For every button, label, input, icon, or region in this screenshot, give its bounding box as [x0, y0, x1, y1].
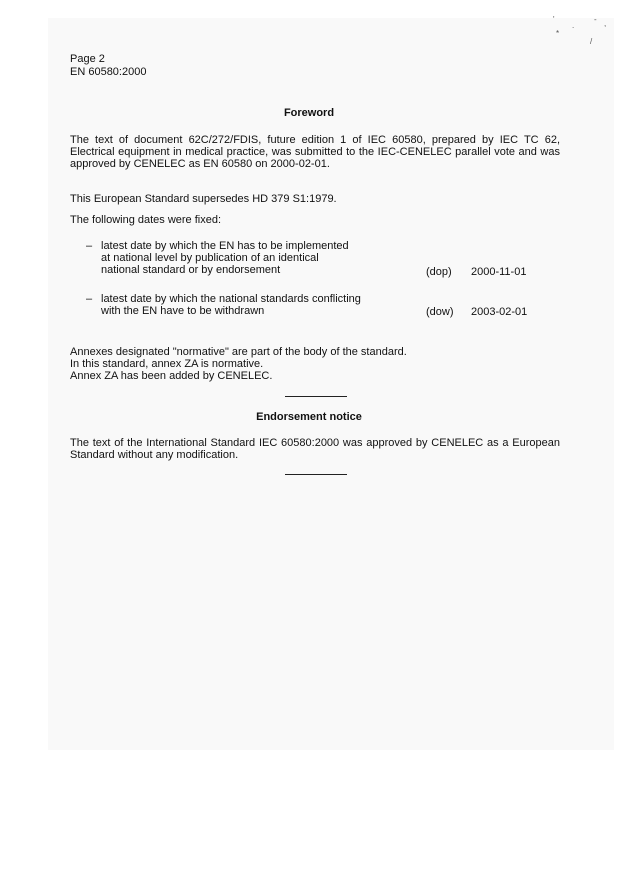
dates-intro: The following dates were fixed: [70, 214, 222, 226]
annex-note: In this standard, annex ZA is normative. [70, 358, 264, 370]
scan-speck: / [590, 37, 593, 46]
scan-speck: ' [553, 15, 555, 24]
foreword-title: Foreword [283, 107, 335, 119]
scan-speck: - [594, 15, 597, 24]
date-value: 2000-11-01 [471, 266, 527, 278]
list-item-text [101, 240, 391, 276]
scan-speck: , [604, 19, 607, 28]
scan-speck: . [572, 21, 575, 30]
list-item-line: with the EN have to be withdrawn [101, 305, 265, 317]
date-code: (dow) [426, 306, 454, 318]
list-item-text [101, 293, 391, 317]
endorsement-title: Endorsement notice [256, 411, 362, 423]
scan-speck: * [556, 29, 560, 38]
section-divider [285, 396, 347, 397]
annex-notes [70, 346, 407, 382]
date-code: (dop) [426, 266, 452, 278]
list-dash: – [86, 293, 93, 305]
list-item-line: national standard or by endorsement [101, 264, 281, 276]
endorsement-text: The text of the International Standard IEC 60580:2000 was approved by CENELEC as a European Standard without any modification. [70, 437, 560, 461]
supersedes-note: This European Standard supersedes HD 379 S1:1979. [70, 193, 337, 205]
standard-id: EN 60580:2000 [70, 66, 147, 78]
page-number: Page 2 [70, 53, 105, 65]
page-header [70, 53, 146, 79]
annex-note: Annex ZA has been added by CENELEC. [70, 370, 273, 382]
annex-note: Annexes designated "normative" are part of the body of the standard. [70, 346, 407, 358]
foreword-intro: The text of document 62C/272/FDIS, future edition 1 of IEC 60580, prepared by IEC TC 62, Electrical equipment in medical practice, was submitted to the IEC-CENELEC parallel vote and was approved by CENELEC as EN 60580 on 2000-02-01. [70, 134, 560, 170]
section-divider [285, 474, 347, 475]
list-item-line: at national level by publication of an identical [101, 252, 319, 264]
list-item-line: latest date by which the EN has to be implemented [101, 240, 349, 252]
list-item-line: latest date by which the national standards conflicting [101, 293, 361, 305]
page-sheet [48, 15, 614, 750]
date-value: 2003-02-01 [471, 306, 528, 318]
list-dash: – [86, 240, 93, 252]
